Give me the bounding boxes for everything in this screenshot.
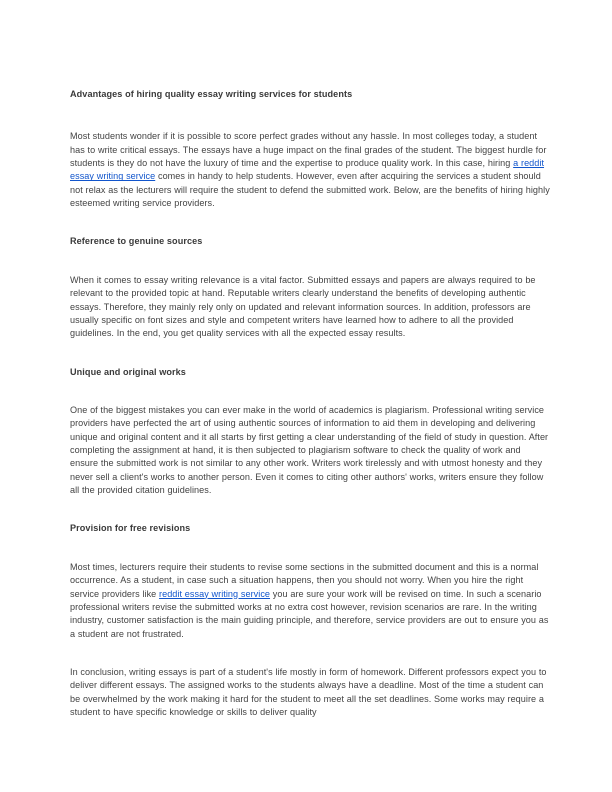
inline-link[interactable]: reddit essay writing service [159, 588, 271, 599]
paragraph [70, 130, 551, 210]
spacer [70, 641, 551, 666]
paragraph [70, 404, 551, 497]
inline-link[interactable]: a reddit essay writing service [70, 158, 545, 182]
paragraph-text: In conclusion, writing essays is part of a student's life mostly in form of homework. Different professors expect you to deliver different essays. The assigned works to the students always have a deadline. Most of the time a student can be overwhelmed by the work making it hard for the student to meet all the set deadlines. Some works may require a student to have specific knowledge or skills to deliver quality [70, 666, 547, 717]
spacer [70, 379, 551, 404]
paragraph [70, 561, 551, 641]
spacer [70, 497, 551, 522]
section-heading: Provision for free revisions [70, 523, 191, 534]
paragraph-text: you are sure your work will be revised on time. In such a scenario professional writers revise the submitted works at no extra cost however, revision scenarios are rare. In the writing industry, customer satisfaction is the main guiding principle, and therefore, service providers are out to ensure you as a student are not frustrated. [70, 588, 549, 639]
document-body [70, 88, 551, 719]
paragraph-text: Most times, lecturers require their students to revise some sections in the submitted document and this is a normal occurrence. As a student, in case such a situation happens, then you should not worry. When you hire the right service providers like [70, 561, 539, 599]
page-title: Advantages of hiring quality essay writing services for students [70, 89, 353, 99]
section-heading: Unique and original works [70, 366, 186, 377]
paragraph-text: comes in handy to help students. However, even after acquiring the services a student should not relax as the lecturers will require the student to defend the submitted work. Below, are the benefits of hiring highly esteemed writing service providers. [70, 171, 550, 209]
paragraph-text: One of the biggest mistakes you can ever make in the world of academics is plagiarism. Professional writing service providers have perfected the art of using authentic sources of information to aid them in developing and delivering unique and original content and it all starts by first getting a clear understanding of the field of study in question. After completing the assignment at hand, it is then subjected to plagiarism software to check the quality of work and ensure the submitted work is not similar to any other work. Writers work tirelessly and with utmost honesty and they never sell a client's works to another person. Even it comes to citing other authors' works, writers ensure they follow all the provided citation guidelines. [70, 405, 549, 496]
paragraph [70, 274, 551, 341]
spacer [70, 249, 551, 274]
paragraph [70, 666, 551, 719]
paragraph-text: When it comes to essay writing relevance is a vital factor. Submitted essays and papers are always required to be relevant to the provided topic at hand. Reputable writers clearly understand the benefits of developing authentic essays. Therefore, they mainly rely only on updated and relevant information sources. In addition, professors are usually specific on font sizes and style and competent writers have learned how to adhere to all the provided guidelines. In the end, you get quality services with all the expected essay results. [70, 274, 536, 339]
spacer [70, 536, 551, 561]
section-heading: Reference to genuine sources [70, 236, 203, 247]
document-blocks [70, 130, 551, 719]
spacer [70, 341, 551, 366]
spacer [70, 210, 551, 235]
paragraph-text: Most students wonder if it is possible to score perfect grades without any hassle. In most colleges today, a student has to write critical essays. The essays have a huge impact on the final grades of the student. The biggest hurdle for students is they do not have the luxury of time and the expertise to produce quality work. In this case, hiring [70, 131, 547, 169]
spacer [70, 101, 551, 130]
